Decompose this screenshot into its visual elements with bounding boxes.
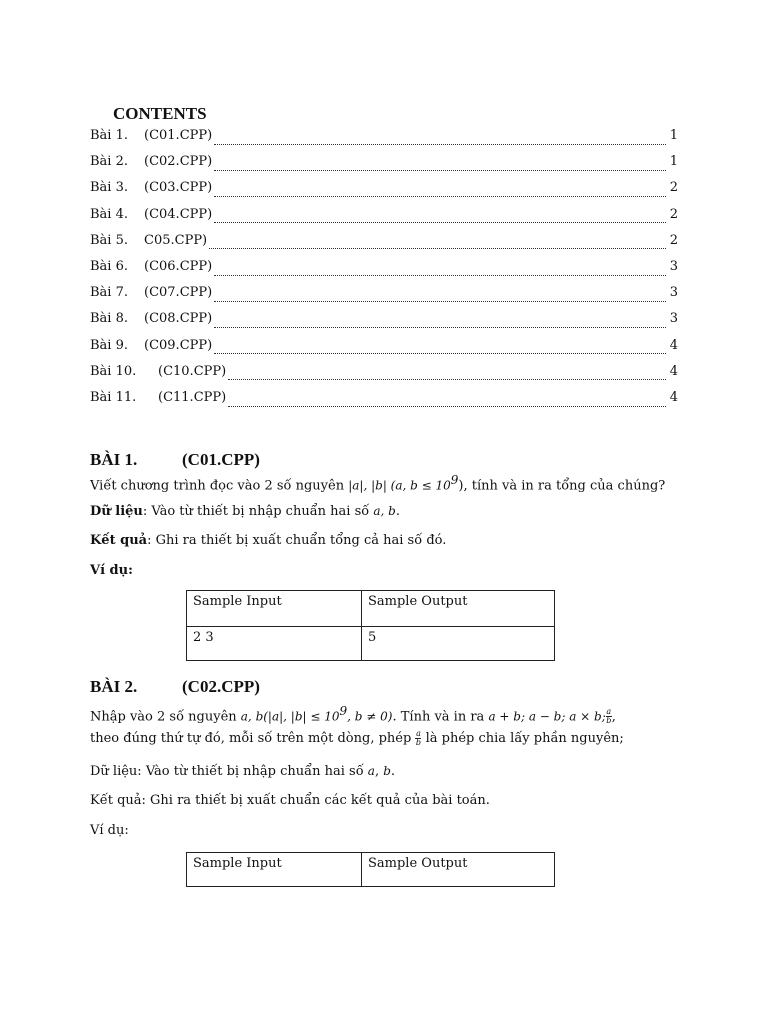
bai2-line1-end: ,	[611, 709, 616, 725]
bai2-input-math2: b	[383, 764, 391, 778]
table-row	[187, 627, 555, 661]
bai1-intro	[90, 471, 680, 495]
toc-dot-leader	[228, 369, 666, 380]
bai2-heading	[90, 677, 260, 697]
table-row	[187, 853, 555, 887]
toc-entry-page: 2	[669, 206, 678, 222]
fraction-denominator: b	[415, 738, 422, 747]
bai2-input-desc	[90, 762, 680, 781]
toc-entry-name: (C06.CPP)	[144, 259, 213, 274]
toc-entry[interactable]	[90, 259, 678, 277]
bai1-intro-text: Viết chương trình đọc vào 2 số nguyên	[90, 478, 349, 494]
toc-entry-page: 4	[669, 337, 678, 353]
fraction-denominator: b	[606, 716, 612, 726]
toc-dot-leader	[214, 212, 666, 223]
toc-entry-name: (C04.CPP)	[144, 206, 213, 222]
toc-entry-page: 2	[669, 180, 678, 196]
bai1-sample-table	[186, 590, 555, 661]
bai1-row-input: 2 3	[187, 627, 362, 661]
bai1-input-math: a, b	[373, 504, 396, 518]
toc-entry-page: 3	[669, 285, 678, 301]
toc-entry[interactable]	[90, 311, 678, 329]
bai2-input-end: .	[390, 764, 396, 779]
toc-dot-leader	[209, 238, 666, 249]
fraction-numerator: a	[416, 729, 421, 738]
bai2-example-label	[90, 822, 680, 840]
toc-entry-name: (C08.CPP)	[144, 311, 213, 327]
toc-entry-page: 4	[669, 390, 678, 405]
toc-entry-page: 1	[669, 128, 678, 143]
bai1-intro-exp: 9	[450, 473, 459, 487]
bai2-line1-text: Nhập vào 2 số nguyên	[90, 709, 241, 725]
bai2-line1	[90, 702, 680, 726]
table-row	[187, 591, 555, 627]
bai2-header-input: Sample Input	[187, 853, 362, 887]
toc-entry[interactable]	[90, 154, 678, 172]
toc-entry-page: 1	[669, 154, 678, 170]
toc-entry-number: Bài 9.	[90, 337, 128, 353]
bai1-input-text: : Vào từ thiết bị nhập chuẩn hai số	[142, 504, 374, 519]
toc-entry[interactable]	[90, 128, 678, 146]
bai2-number: BÀI 2.	[90, 677, 138, 696]
toc-entry[interactable]	[90, 364, 678, 382]
toc-entry[interactable]	[90, 338, 678, 356]
toc-entry-name: (C01.CPP)	[144, 128, 213, 143]
toc-entry-number: Bài 2.	[90, 154, 128, 170]
toc-entry-name: (C07.CPP)	[144, 285, 213, 301]
toc-entry-name: (C10.CPP)	[158, 363, 227, 379]
bai1-header-input: Sample Input	[187, 591, 362, 627]
bai1-input-label: Dữ liệu	[90, 504, 143, 519]
toc-entry-number: Bài 7.	[90, 285, 128, 301]
toc-entry-name: (C02.CPP)	[144, 154, 213, 170]
toc-entry[interactable]	[90, 285, 678, 303]
toc-title: CONTENTS	[113, 104, 207, 123]
toc-entry-number: Bài 1.	[90, 128, 128, 143]
toc-dot-leader	[228, 396, 666, 407]
bai1-example-label	[90, 562, 680, 580]
bai2-input-text: Dữ liệu: Vào từ thiết bị nhập chuẩn hai số	[90, 764, 368, 779]
toc-entry-number: Bài 3.	[90, 180, 128, 196]
bai1-row-output: 5	[362, 627, 555, 661]
toc-entry-number: Bài 4.	[90, 206, 128, 222]
toc-dot-leader	[214, 343, 666, 354]
toc-entry-number: Bài 5.	[90, 232, 128, 248]
bai1-input-desc	[90, 502, 680, 521]
bai2-line2-end: là phép chia lấy phần nguyên;	[421, 731, 624, 746]
bai1-header-output: Sample Output	[362, 591, 555, 627]
toc-dot-leader	[214, 186, 666, 197]
bai1-example-text: Ví dụ:	[90, 563, 133, 578]
bai2-input-sep: ,	[374, 764, 384, 779]
toc-entry[interactable]	[90, 180, 678, 198]
bai2-line1-math2: , b ≠ 0)	[347, 709, 393, 724]
toc-entry[interactable]	[90, 390, 678, 408]
bai2-line1-ops: a + b; a − b; a × b;	[488, 709, 606, 724]
bai2-output-desc	[90, 792, 680, 810]
bai2-header-output: Sample Output	[362, 853, 555, 887]
toc-dot-leader	[214, 291, 666, 302]
fraction-numerator: a	[606, 707, 612, 717]
bai2-example-text: Ví dụ:	[90, 823, 129, 838]
toc-entry-name: (C03.CPP)	[144, 180, 213, 196]
toc-entry[interactable]	[90, 207, 678, 225]
toc-entry-number: Bài 11.	[90, 390, 137, 405]
toc-entry-page: 3	[669, 259, 678, 274]
bai2-line1-math: a, b(|a|, |b| ≤ 10	[240, 709, 340, 724]
bai1-output-text: : Ghi ra thiết bị xuất chuẩn tổng cả hai số đó.	[147, 533, 447, 548]
toc-dot-leader	[214, 134, 666, 145]
toc-entry-number: Bài 8.	[90, 311, 128, 327]
toc-entry-name: C05.CPP)	[144, 232, 208, 248]
toc-dot-leader	[214, 317, 666, 328]
toc-entry-name: (C11.CPP)	[158, 390, 227, 405]
toc-entry-page: 3	[669, 311, 678, 327]
bai1-input-end: .	[395, 504, 400, 519]
bai1-intro-end: ), tính và in ra tổng của chúng?	[458, 478, 666, 494]
toc-dot-leader	[214, 265, 666, 276]
bai2-name: (C02.CPP)	[182, 677, 260, 696]
bai1-number: BÀI 1.	[90, 450, 138, 469]
bai1-name: (C01.CPP)	[182, 450, 260, 469]
bai2-line2	[90, 730, 680, 748]
bai2-line2-text: theo đúng thứ tự đó, mỗi số trên một dòng, phép	[90, 731, 416, 746]
bai1-output-label: Kết quả	[90, 533, 148, 548]
toc-entry-name: (C09.CPP)	[144, 337, 213, 353]
bai2-input-math: a	[367, 764, 375, 778]
bai2-line1-exp: 9	[339, 704, 348, 718]
toc-entry-page: 4	[669, 363, 678, 379]
toc-dot-leader	[214, 160, 666, 171]
bai2-output-text: Kết quả: Ghi ra thiết bị xuất chuẩn các kết quả của bài toán.	[90, 793, 490, 808]
bai2-sample-table	[186, 852, 555, 887]
toc-entry[interactable]	[90, 233, 678, 251]
toc-entry-page: 2	[669, 232, 678, 248]
toc-entry-number: Bài 6.	[90, 259, 128, 274]
bai1-intro-math: |a|, |b| (a, b ≤ 10	[348, 478, 451, 493]
bai2-line1-mid: . Tính và in ra	[392, 709, 489, 725]
toc-entry-number: Bài 10.	[90, 363, 137, 379]
bai1-output-desc	[90, 532, 680, 550]
bai1-heading	[90, 450, 260, 470]
